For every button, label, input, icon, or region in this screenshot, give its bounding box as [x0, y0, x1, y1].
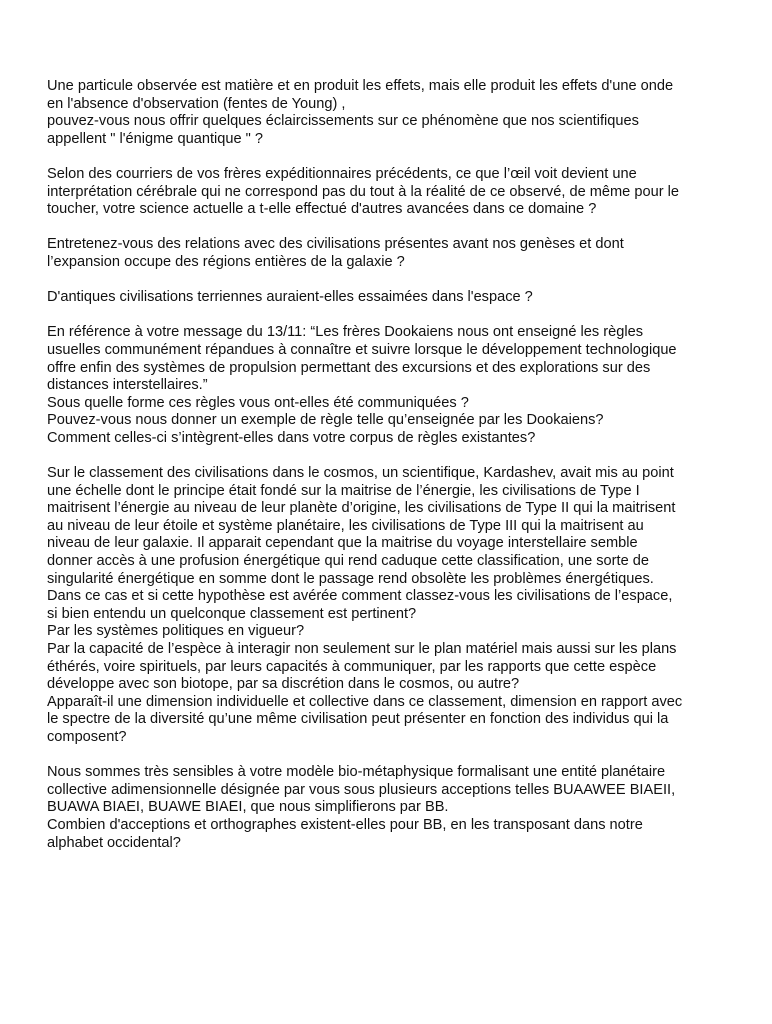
text-line: l’expansion occupe des régions entières de la galaxie ?: [47, 253, 405, 270]
paragraph: [47, 78, 737, 148]
text-line: Nous sommes très sensibles à votre modèle bio-métaphysique formalisant une entité planétaire: [47, 764, 666, 781]
text-line: usuelles communément répandues à connaître et suivre lorsque le développement technologique: [47, 341, 677, 358]
paragraph: [47, 465, 737, 747]
paragraph: [47, 236, 737, 271]
text-line: offre enfin des systèmes de propulsion permettant des excursions et des explorations sur des: [47, 359, 651, 376]
text-line: distances interstellaires.”: [47, 377, 208, 394]
text-line: Entretenez-vous des relations avec des civilisations présentes avant nos genèses et dont: [47, 236, 624, 253]
text-line: interprétation cérébrale qui ne correspond pas du tout à la réalité de ce observé, de même pour le: [47, 183, 679, 200]
text-line: éthérés, voire spirituels, par leurs capacités à communiquer, par les rapports que cette espèce: [47, 658, 657, 675]
text-line: niveau de leur galaxie. Il apparait cependant que la maitrise du voyage interstellaire semble: [47, 535, 638, 552]
text-line: Sur le classement des civilisations dans le cosmos, un scientifique, Kardashev, avait mis au point: [47, 465, 674, 482]
text-line: BUAWA BIAEI, BUAWE BIAEI, que nous simplifierons par BB.: [47, 799, 449, 816]
text-line: En référence à votre message du 13/11: “Les frères Dookaiens nous ont enseigné les règles: [47, 324, 643, 341]
text-line: alphabet occidental?: [47, 834, 181, 851]
text-line: une échelle dont le principe était fondé sur la maitrise de l’énergie, les civilisations de Type I: [47, 482, 640, 499]
text-line: le spectre de la diversité qu’une même civilisation peut présenter en fonction des individus qui la: [47, 711, 669, 728]
text-line: Combien d'acceptions et orthographes existent-elles pour BB, en les transposant dans notre: [47, 816, 643, 833]
paragraph: [47, 289, 737, 307]
text-line: Par la capacité de l’espèce à interagir non seulement sur le plan matériel mais aussi sur les plans: [47, 641, 677, 657]
text-line: Pouvez-vous nous donner un exemple de règle telle qu’enseignée par les Dookaiens?: [47, 412, 604, 429]
text-line: au niveau de leur étoile et système planétaire, les civilisations de Type III qui la maitrisent au: [47, 517, 644, 534]
text-line: composent?: [47, 728, 127, 745]
text-line: Par les systèmes politiques en vigueur?: [47, 623, 305, 640]
text-line: D'antiques civilisations terriennes auraient-elles essaimées dans l'espace ?: [47, 289, 533, 306]
text-line: collective adimensionnelle désignée par vous sous plusieurs acceptions telles BUAAWEE BIAEII,: [47, 781, 676, 798]
text-line: Comment celles-ci s’intègrent-elles dans votre corpus de règles existantes?: [47, 429, 536, 446]
text-line: en l'absence d'observation (fentes de Young) ,: [47, 95, 346, 112]
document-page: [47, 78, 737, 870]
text-line: Dans ce cas et si cette hypothèse est avérée comment classez-vous les civilisations de l’espace,: [47, 588, 673, 605]
text-line: si bien entendu un quelconque classement est pertinent?: [47, 605, 417, 622]
text-line: toucher, votre science actuelle a t-elle effectué d'autres avancées dans ce domaine ?: [47, 201, 597, 218]
text-line: Sous quelle forme ces règles vous ont-elles été communiquées ?: [47, 394, 469, 411]
text-line: Apparaît-il une dimension individuelle et collective dans ce classement, dimension en rapport avec: [47, 693, 683, 710]
text-line: donner accès à une profusion énergétique qui rend caduque cette classification, une sorte de: [47, 553, 649, 570]
text-line: Une particule observée est matière et en produit les effets, mais elle produit les effets d'une onde: [47, 78, 674, 94]
text-line: appellent " l'énigme quantique " ?: [47, 130, 263, 147]
text-line: pouvez-vous nous offrir quelques éclaircissements sur ce phénomène que nos scientifiques: [47, 113, 639, 130]
text-line: Selon des courriers de vos frères expéditionnaires précédents, ce que l’œil voit devient une: [47, 165, 637, 182]
paragraph: [47, 324, 737, 447]
text-line: maitrisent l’énergie au niveau de leur planète d’origine, les civilisations de Type II qui la maitrisent: [47, 500, 676, 517]
text-line: singularité énergétique en somme dont le passage rend obsolète les problèmes énergétiques.: [47, 570, 654, 587]
text-line: développe avec son biotope, par sa discrétion dans le cosmos, ou autre?: [47, 676, 520, 693]
paragraph: [47, 764, 737, 852]
paragraph: [47, 166, 737, 219]
